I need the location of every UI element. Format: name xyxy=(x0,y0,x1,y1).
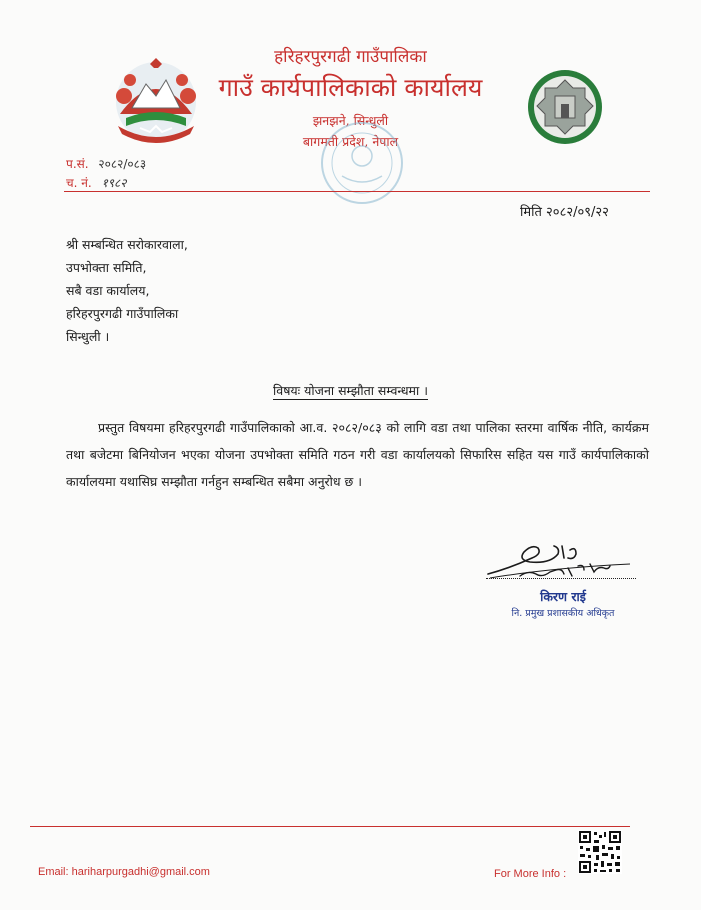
municipality-logo-icon xyxy=(515,68,615,146)
letter-date: मिति २०८२/०९/२२ xyxy=(520,205,609,220)
reference-ps xyxy=(66,155,146,172)
cn-value: १९८२ xyxy=(101,176,127,190)
subject-text: विषयः योजना सम्झौता सम्वन्धमा । xyxy=(273,383,428,398)
office-name: हरिहरपुरगढी गाउँपालिका xyxy=(274,47,427,67)
qr-code-icon xyxy=(578,830,622,874)
office-title: गाउँ कार्यपालिकाको कार्यालय xyxy=(218,73,483,102)
footer-more-info: For More Info : xyxy=(494,868,567,880)
handwritten-signature xyxy=(480,524,640,586)
office-seal-icon xyxy=(317,116,407,210)
signatory-title: नि. प्रमुख प्रशासकीय अधिकृत xyxy=(511,608,615,619)
ps-value: २०८२/०८३ xyxy=(98,157,147,171)
office-location-line1: झनझने, सिन्धुली xyxy=(312,113,389,128)
signature-line xyxy=(486,578,636,579)
addressee-line: श्री सम्बन्धित सरोकारवाला, xyxy=(66,237,188,252)
addressee-line: सिन्धुली । xyxy=(66,329,110,344)
reference-cn xyxy=(66,174,127,191)
cn-label: च. नं. xyxy=(66,176,92,190)
ps-label: प.सं. xyxy=(66,157,89,171)
footer-email: Email: hariharpurgadhi@gmail.com xyxy=(38,866,210,878)
letter-subject xyxy=(0,382,701,399)
addressee-line: सबै वडा कार्यालय, xyxy=(66,283,150,298)
footer-divider xyxy=(30,826,630,827)
addressee-line: उपभोक्ता समिति, xyxy=(66,260,147,275)
signatory-name: किरण राई xyxy=(540,589,586,604)
office-location-line2: बागमती प्रदेश, नेपाल xyxy=(302,134,399,149)
letter-body: प्रस्तुत विषयमा हरिहरपुरगढी गाउँपालिकाको आ.व. २०८२/०८३ को लागि वडा तथा पालिका स्तरमा वार्षिक नीति, कार्यक्रम तथा बजेटमा बिनियोजन भएका योजना उपभोक्ता समिति गठन गरी वडा कार्यालयको सिफारिस सहित यस गाउँ कार्यपालिकाको कार्यालयमा यथासिघ्र सम्झौता गर्नहुन सम्बन्धित सबैमा अनुरोध छ । xyxy=(66,420,649,489)
addressee-line: हरिहरपुरगढी गाउँपालिका xyxy=(66,306,179,321)
header-divider xyxy=(64,191,650,192)
